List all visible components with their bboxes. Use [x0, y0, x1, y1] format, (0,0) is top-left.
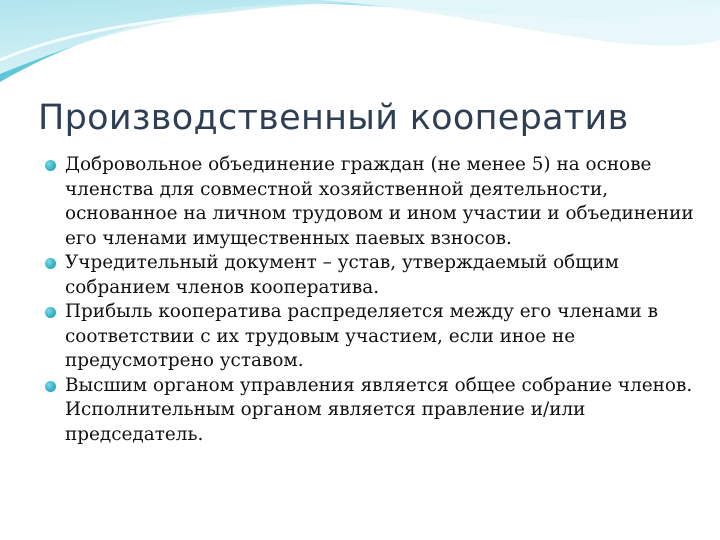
bullet-item: [45, 251, 695, 300]
header-wave-decoration: [0, 0, 720, 90]
bullet-item: [45, 300, 695, 374]
bullet-item: [45, 153, 695, 251]
slide-title: Производственный кооператив: [38, 98, 629, 138]
bullet-item: [45, 374, 695, 448]
bullet-list: [45, 153, 695, 447]
bullet-dot-icon: [45, 258, 56, 269]
bullet-text: Прибыль кооператива распределяется между его членами в соответствии с их трудовым участием, если иное не предусмотрено уставом.: [65, 301, 658, 371]
bullet-dot-icon: [45, 160, 56, 171]
bullet-dot-icon: [45, 307, 56, 318]
bullet-text: Учредительный документ – устав, утверждаемый общим собранием членов кооператива.: [65, 252, 619, 298]
bullet-text: Добровольное объединение граждан (не менее 5) на основе членства для совместной хозяйственной деятельности, основанное на личном трудовом и ином участии и объединении его членами имущественных паевых взносов.: [65, 154, 694, 249]
bullet-text: Высшим органом управления является общее собрание членов. Исполнительным органом является правление и/или председатель.: [65, 374, 693, 445]
bullet-dot-icon: [45, 381, 56, 392]
